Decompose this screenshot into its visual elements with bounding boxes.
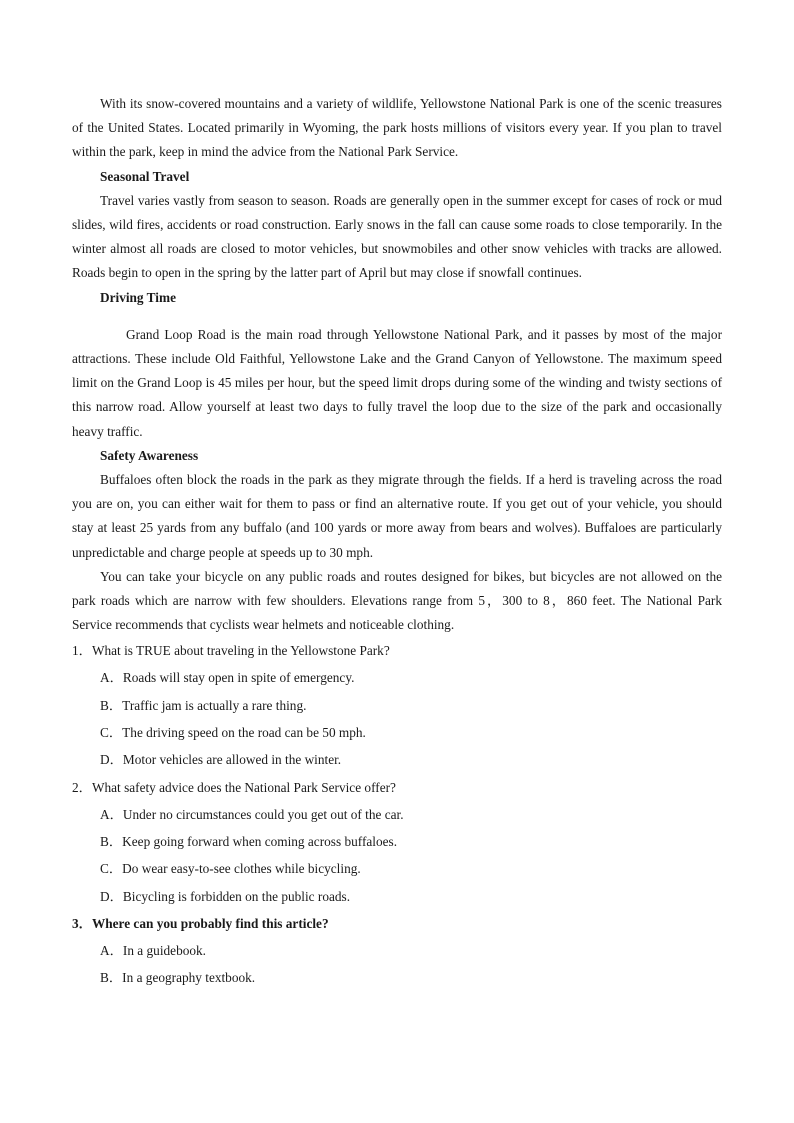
option-text: Keep going forward when coming across buffaloes. xyxy=(122,833,398,849)
question-1-option-d xyxy=(72,746,722,773)
question-1-option-b xyxy=(72,692,722,719)
option-text: Roads will stay open in spite of emergency. xyxy=(122,670,355,686)
option-label: C． xyxy=(100,861,123,877)
question-number: 1． xyxy=(72,643,92,659)
option-text: Motor vehicles are allowed in the winter. xyxy=(122,752,342,768)
driving-time-paragraph: Grand Loop Road is the main road through Yellowstone National Park, and it passes by most of the major attractions. These include Old Faithful, Yellowstone Lake and the Grand Canyon of Yellowstone. The maximum speed limit on the Grand Loop is 45 miles per hour, but the speed limit drops during some of the winding and twisty sections of this narrow road. Allow yourself at least two days to fully travel the loop due to the size of the park and occasionally heavy traffic. xyxy=(72,326,722,439)
question-3-option-b xyxy=(72,964,722,991)
seasonal-travel-paragraph: Travel varies vastly from season to season. Roads are generally open in the summer except for cases of rock or mud slides, wild fires, accidents or road construction. Early snows in the fall can cause some roads to close temporarily. In the winter almost all roads are closed to motor vehicles, but snowmobiles and other snow vehicles with tracks are allowed. Roads begin to open in the spring by the latter part of April but may close if snowfall continues. xyxy=(72,192,722,281)
question-number: 3． xyxy=(72,915,92,931)
question-3-option-a xyxy=(72,937,722,964)
option-text: The driving speed on the road can be 50 mph. xyxy=(122,725,366,741)
document-content xyxy=(72,92,722,991)
spacer xyxy=(72,310,722,323)
safety-awareness-paragraph-2: You can take your bicycle on any public roads and routes designed for bikes, but bicycles are not allowed on the park roads which are narrow with few shoulders. Elevations range from 5，300 to 8，860 feet. The National Park Service recommends that cyclists wear helmets and noticeable clothing. xyxy=(72,568,722,633)
option-label: D． xyxy=(100,888,123,904)
intro-paragraph: With its snow-covered mountains and a variety of wildlife, Yellowstone National Park is one of the scenic treasures of the United States. Located primarily in Wyoming, the park hosts millions of visitors every year. If you plan to travel within the park, keep in mind the advice from the National Park Service. xyxy=(72,96,722,160)
question-1-option-c xyxy=(72,719,722,746)
option-label: C． xyxy=(100,725,123,741)
option-text: Under no circumstances could you get out of the car. xyxy=(122,806,404,822)
option-text: Do wear easy-to-see clothes while bicycling. xyxy=(122,861,361,877)
option-text: Traffic jam is actually a rare thing. xyxy=(122,697,307,713)
section-heading-safety-awareness: Safety Awareness xyxy=(100,447,199,463)
option-text: Bicycling is forbidden on the public roads. xyxy=(122,888,351,904)
option-label: A． xyxy=(100,942,123,958)
question-text: What is TRUE about traveling in the Yellowstone Park? xyxy=(91,643,390,659)
question-1-option-a xyxy=(72,664,722,691)
question-text: What safety advice does the National Park Service offer? xyxy=(91,779,396,795)
question-3 xyxy=(72,910,722,937)
option-label: A． xyxy=(100,806,123,822)
question-text: Where can you probably find this article? xyxy=(91,915,329,931)
option-label: B． xyxy=(100,697,123,713)
question-2-option-c xyxy=(72,855,722,882)
question-2-option-d xyxy=(72,883,722,910)
option-label: D． xyxy=(100,752,123,768)
safety-awareness-paragraph-1: Buffaloes often block the roads in the park as they migrate through the fields. If a herd is traveling across the road you are on, you can either wait for them to pass or find an alternative route. If you get out of your vehicle, you should stay at least 25 yards from any buffalo (and 100 yards or more away from bears and wolves). Buffaloes are particularly unpredictable and charge people at speeds up to 30 mph. xyxy=(72,472,722,560)
question-2 xyxy=(72,774,722,801)
question-2-option-b xyxy=(72,828,722,855)
option-text: In a geography textbook. xyxy=(122,970,256,986)
question-2-option-a xyxy=(72,801,722,828)
question-number: 2． xyxy=(72,779,92,795)
option-label: A． xyxy=(100,670,123,686)
option-label: B． xyxy=(100,970,123,986)
option-text: In a guidebook. xyxy=(122,942,206,958)
question-1 xyxy=(72,637,722,664)
option-label: B． xyxy=(100,833,123,849)
section-heading-driving-time: Driving Time xyxy=(100,289,176,305)
section-heading-seasonal-travel: Seasonal Travel xyxy=(100,168,190,184)
